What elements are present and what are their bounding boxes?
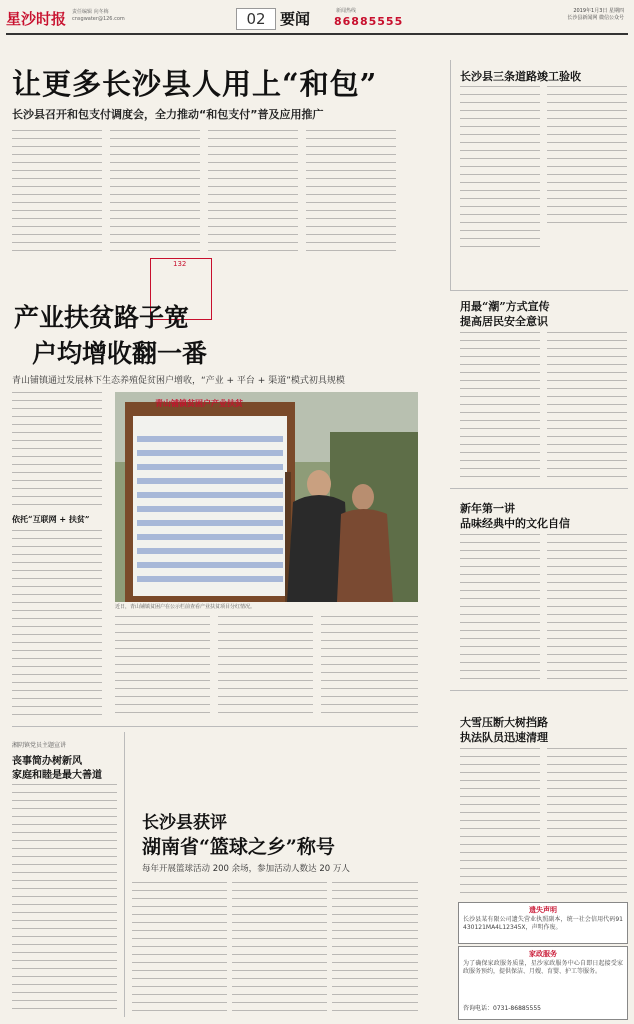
story3-headline: 长沙县三条道路竣工验收 (460, 70, 581, 83)
story6-column-2 (547, 748, 627, 896)
story3-column-2 (547, 86, 627, 224)
story5-divider (450, 690, 628, 691)
column-divider (450, 60, 451, 290)
issue-date (567, 8, 624, 22)
website-line: 长沙县新闻网 微信公众号 (567, 15, 624, 21)
story6-headline-1: 大雪压断大树挡路 (460, 716, 548, 729)
photo-illustration (115, 392, 418, 602)
story2-inline-box: 依托“互联网 + 扶贫” (12, 514, 90, 524)
story2-column-2 (115, 616, 210, 718)
story4-column-2 (547, 332, 627, 482)
date-line: 2019年1月3日 星期四 (573, 8, 624, 14)
lost-notice-body: 长沙县某有限公司遗失营业执照副本，统一社会信用代码91430121MA4L12345X，声明作废。 (463, 916, 623, 932)
story8-headline-2: 湖南省“篮球之乡”称号 (142, 836, 335, 858)
editor-line: 责任编辑 向冬梅 (72, 9, 109, 15)
service-notice-title: 家政服务 (529, 950, 557, 958)
masthead-editor (72, 9, 125, 23)
editor-email: cnsgwater@126.com (72, 16, 125, 22)
story1-column-1 (12, 130, 102, 258)
page-number: 02 (236, 8, 276, 30)
story1-marker: 132 (173, 260, 187, 268)
story2-photo-caption: 近日，青山铺镇贫困户在公示栏前查看产业扶贫项目分红情况。 (115, 604, 256, 610)
bottom-divider (12, 726, 418, 727)
board-title: 青山铺镇贫困户产业扶贫 (155, 398, 243, 408)
story8-column-2 (232, 882, 327, 1016)
story4-column-1 (460, 332, 540, 482)
story2-subhead: 青山铺镇通过发展林下生态养殖促贫困户增收，“产业 + 平台 + 渠道”模式初具规模 (12, 376, 345, 386)
story5-column-2 (547, 534, 627, 684)
story7-headline-2: 家庭和睦是最大善道 (12, 770, 102, 781)
story5-headline-1: 新年第一讲 (460, 502, 515, 515)
story8-column-1 (132, 882, 227, 1016)
service-notice (458, 946, 628, 1020)
service-notice-phone: 咨询电话：0731-86885555 (463, 1005, 541, 1012)
hotline-number: 86885555 (334, 15, 404, 28)
story2-headline-2: 户均增收翻一番 (32, 339, 208, 368)
story8-headline-1: 长沙县获评 (142, 813, 227, 833)
story1-headline: 让更多长沙县人用上“和包” (12, 67, 378, 101)
story7-column (12, 784, 117, 1016)
story2-column-1a (12, 392, 102, 512)
story5-column-1 (460, 534, 540, 684)
lost-notice (458, 902, 628, 944)
story1-column-2 (110, 130, 200, 258)
masthead-logo: 星沙时报 (6, 10, 67, 28)
story2-column-4 (321, 616, 418, 718)
story4-headline-2: 提高居民安全意识 (460, 315, 548, 328)
hotline-label: 新闻热线 (336, 8, 357, 14)
story4-headline-1: 用最“潮”方式宣传 (460, 300, 550, 313)
section-title: 要闻 (280, 10, 311, 28)
story2-headline-1: 产业扶贫路子宽 (14, 303, 190, 332)
lost-notice-title: 遗失声明 (529, 906, 557, 914)
story1-column-3 (208, 130, 298, 258)
service-notice-body: 为了确保家政服务质量，星沙家政服务中心自即日起接受家政服务预约，提供保洁、月嫂、育婴、护工等服务。 (463, 960, 623, 976)
story7-kicker: 湘阴镇党员主题宣讲 (12, 742, 67, 749)
story6-column-1 (460, 748, 540, 896)
story8-column-3 (332, 882, 418, 1016)
story1-column-4 (306, 130, 396, 258)
story6-headline-2: 执法队员迅速清理 (460, 731, 548, 744)
story2-column-1b (12, 530, 102, 720)
story8-subhead: 每年开展篮球活动 200 余场，参加活动人数达 20 万人 (142, 864, 350, 874)
story1-subhead: 长沙县召开和包支付调度会，全力推动“和包支付”普及应用推广 (12, 108, 324, 121)
story7-headline-1: 丧事简办树新风 (12, 756, 82, 767)
story3-divider (450, 290, 628, 291)
story7-divider (124, 732, 125, 1017)
story3-column-1 (460, 86, 540, 254)
masthead-rule (6, 33, 628, 35)
story4-divider (450, 488, 628, 489)
story5-headline-2: 品味经典中的文化自信 (460, 517, 570, 530)
story2-column-3 (218, 616, 313, 718)
story2-photo (115, 392, 418, 602)
